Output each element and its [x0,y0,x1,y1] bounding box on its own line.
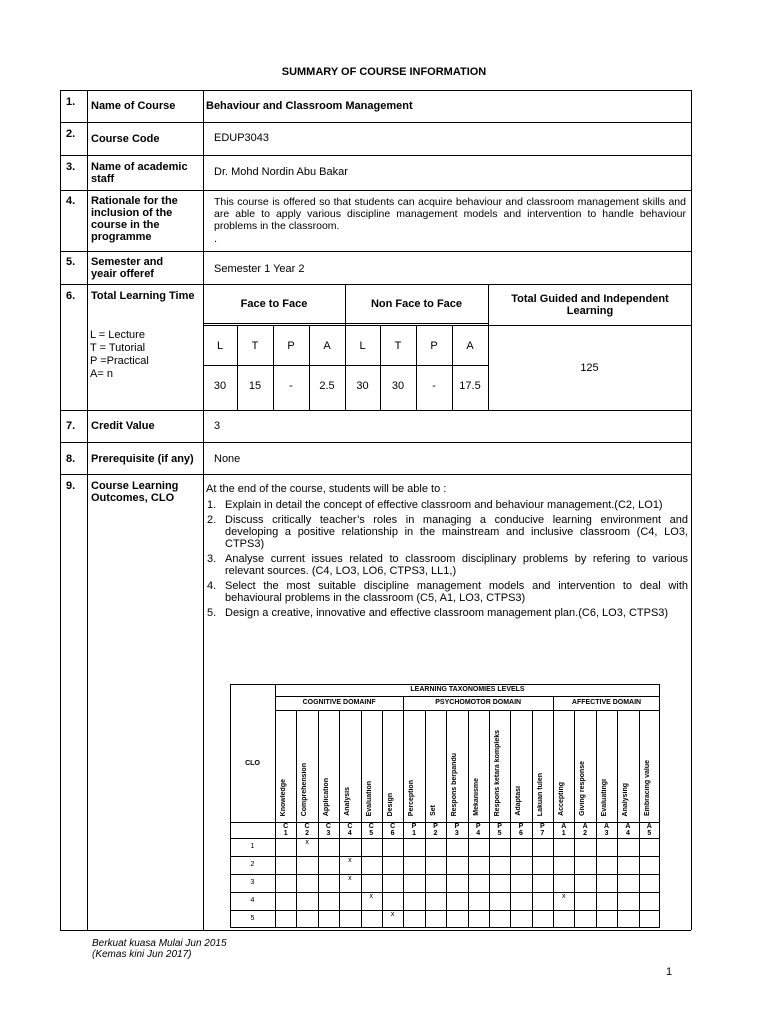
level-code-number: 1 [283,830,288,837]
taxonomy-level-label: Embracing value [643,759,651,816]
taxonomy-level-label: Accepting [558,782,566,816]
row-number: 8. [66,453,76,465]
hours-value: - [289,380,293,392]
credit-value-label: Credit Value [91,420,155,432]
level-code-number: 2 [433,830,438,837]
level-code-letter: C [304,823,310,830]
footer-note [92,938,227,960]
taxonomy-mark: x [305,839,309,846]
row-number: 2. [66,128,76,140]
clo-row-number: 4 [250,897,255,904]
legend-item: L = Lecture [90,329,145,341]
level-code-number: 4 [347,830,352,837]
course-name-label: Name of Course [91,100,176,112]
clo-column-header: CLO [245,760,260,767]
academic-staff-value: Dr. Mohd Nordin Abu Bakar [214,166,348,178]
hours-value: 30 [391,380,405,392]
hours-value: 17.5 [459,380,481,392]
taxonomy-mark: x [348,875,352,882]
hours-value: - [432,380,436,392]
hours-value: 30 [213,380,227,392]
level-code-letter: P [411,823,417,830]
hours-header: L [216,340,224,352]
hours-header: P [430,340,438,352]
level-code-number: 3 [454,830,459,837]
row-number: 5. [66,256,76,268]
level-code-number: 5 [497,830,502,837]
hours-value: 15 [248,380,262,392]
rationale-label: Rationale for the inclusion of the course in the programme [91,195,178,243]
semester-value: Semester 1 Year 2 [214,263,305,275]
level-code-number: 1 [561,830,566,837]
clo-label: Course Learning Outcomes, CLO [91,480,179,504]
taxonomy-level-label: Evaluatingi [600,778,608,816]
taxonomy-level-label: Evaluation [365,780,373,816]
level-code-number: 5 [647,830,652,837]
page-number: 1 [666,966,673,978]
course-name-value: Behaviour and Classroom Management [206,100,413,112]
level-code-letter: A [561,823,567,830]
row-number: 3. [66,161,76,173]
prerequisite-value: None [214,453,241,465]
course-code-value: EDUP3043 [214,132,270,144]
hours-value: 30 [356,380,369,392]
level-code-number: 3 [326,830,331,837]
row-number: 4. [66,195,76,207]
row-number: 1. [66,96,76,108]
legend-item: P =Practical [90,355,149,367]
list-item: 4. Select the most suitable discipline management models and intervention to deal with behavioural problems in the classroom (C5, A1, LO3, CTPS3) [207,580,688,604]
domain-header: AFFECTIVE DOMAIN [571,699,642,706]
hours-value: 2.5 [319,380,335,392]
level-code-letter: A [646,823,652,830]
taxonomy-level-label: Analysing [622,782,630,816]
hours-header: P [287,340,295,352]
face-to-face-header: Face to Face [240,298,308,310]
row-number: 9. [66,480,76,492]
clo-row-number: 1 [250,843,255,850]
level-code-letter: P [433,823,438,830]
taxonomy-level-label: Application [322,777,330,816]
taxonomy-level-label: Giving response [579,761,587,816]
row-number: 6. [66,290,76,302]
clo-row-number: 2 [250,861,255,868]
list-item: 3. Analyse current issues related to classroom disciplinary problems by refering to various relevant sources. (C4, LO3, LO6, CTPS3, LL1,) [207,553,688,577]
level-code-number: 6 [390,830,395,837]
level-code-number: 2 [583,830,588,837]
level-code-number: 3 [604,830,609,837]
hours-header: T [251,340,259,352]
guided-learning-header: Total Guided and Independent Learning [511,293,669,317]
level-code-letter: P [475,823,481,830]
clo-intro: At the end of the course, students will be able to : [206,483,447,495]
hours-header: T [394,340,402,352]
legend-item: T = Tutorial [90,342,146,354]
level-code-letter: C [368,823,374,830]
level-code-letter: C [325,823,331,830]
clo-list [207,499,688,622]
level-code-letter: C [283,823,289,830]
footer-line: (Kemas kini Jun 2017) [92,949,192,960]
hours-header: A [323,340,331,352]
course-code-label: Course Code [91,133,160,145]
level-code-letter: A [625,823,631,830]
taxonomy-level-label: Knowledge [280,778,287,816]
list-item: 2. Discuss critically teacher’s roles in managing a conducive learning environment and developing a positive relationship in the mainstream and inclusive classroom (C4, LO3, CTPS3) [207,514,688,550]
taxonomy-level-label: Lakuan tulen [536,772,544,816]
hours-header: L [359,340,366,352]
taxonomy-level-label: Mekanisme [472,778,480,816]
domain-header: PSYCHOMOTOR DOMAIN [435,699,522,706]
rationale-value: This course is offered so that students can acquire behaviour and classroom management skills and are able to apply various discipline management models and intervention to handle behaviour problems in the classroom. [214,196,686,232]
hours-header: A [466,340,474,352]
taxonomy-level-label: Respons berpandu [451,752,459,816]
row-number: 7. [66,420,76,432]
taxonomy-level-label: Analysis [344,787,352,816]
prerequisite-label: Prerequisite (if any) [91,453,194,465]
credit-value: 3 [214,420,221,432]
taxonomy-level-label: Adaptasi [515,786,523,816]
page-title: SUMMARY OF COURSE INFORMATION [281,66,487,78]
level-code-letter: C [347,823,353,830]
level-code-number: 4 [625,830,630,837]
domain-header: COGNITIVE DOMAINF [302,699,376,706]
footer-line: Berkuat kuasa Mulai Jun 2015 [92,938,227,949]
clo-row-number: 3 [250,879,255,886]
taxonomy-level-label: Perception [408,779,416,816]
academic-staff-label: Name of academic staff [91,161,188,185]
rationale-dot: . [214,233,218,245]
level-code-letter: P [497,823,502,830]
level-code-letter: P [454,823,460,830]
learning-time-label: Total Learning Time [91,290,195,302]
taxonomy-level-label: Design [386,792,394,816]
level-code-number: 4 [476,830,481,837]
taxonomy-level-label: Comprehension [301,762,309,816]
list-item: 1. Explain in detail the concept of effective classroom and behaviour management.(C2, LO1) [207,499,663,511]
semester-label: Semester and yeair offeref [91,256,164,280]
level-code-letter: C [390,823,396,830]
non-face-to-face-header: Non Face to Face [370,298,463,310]
level-code-number: 1 [412,830,416,837]
legend-item: A= n [90,368,113,380]
level-code-number: 7 [540,830,545,837]
level-code-number: 6 [519,830,523,837]
level-code-number: 5 [369,830,374,837]
taxonomy-level-label: Respons ketara kompleks [493,729,501,816]
total-learning-value: 125 [580,362,599,374]
level-code-number: 2 [305,830,310,837]
taxonomy-mark: x [561,893,566,900]
taxonomy-mark: x [369,893,373,900]
taxonomy-mark: x [390,911,395,918]
list-item: 5. Design a creative, innovative and effective classroom management plan.(C6, LO3, CTPS3) [207,607,669,619]
level-code-letter: A [582,823,588,830]
level-code-letter: P [540,823,545,830]
learning-taxonomy-table [230,684,660,928]
taxonomy-level-label: Set [429,805,437,816]
level-code-letter: A [603,823,610,830]
taxonomy-mark: x [348,857,352,864]
level-code-letter: P [518,823,524,830]
clo-row-number: 5 [250,915,255,922]
taxonomy-title: LEARNING TAXONOMIES LEVELS [410,686,525,693]
